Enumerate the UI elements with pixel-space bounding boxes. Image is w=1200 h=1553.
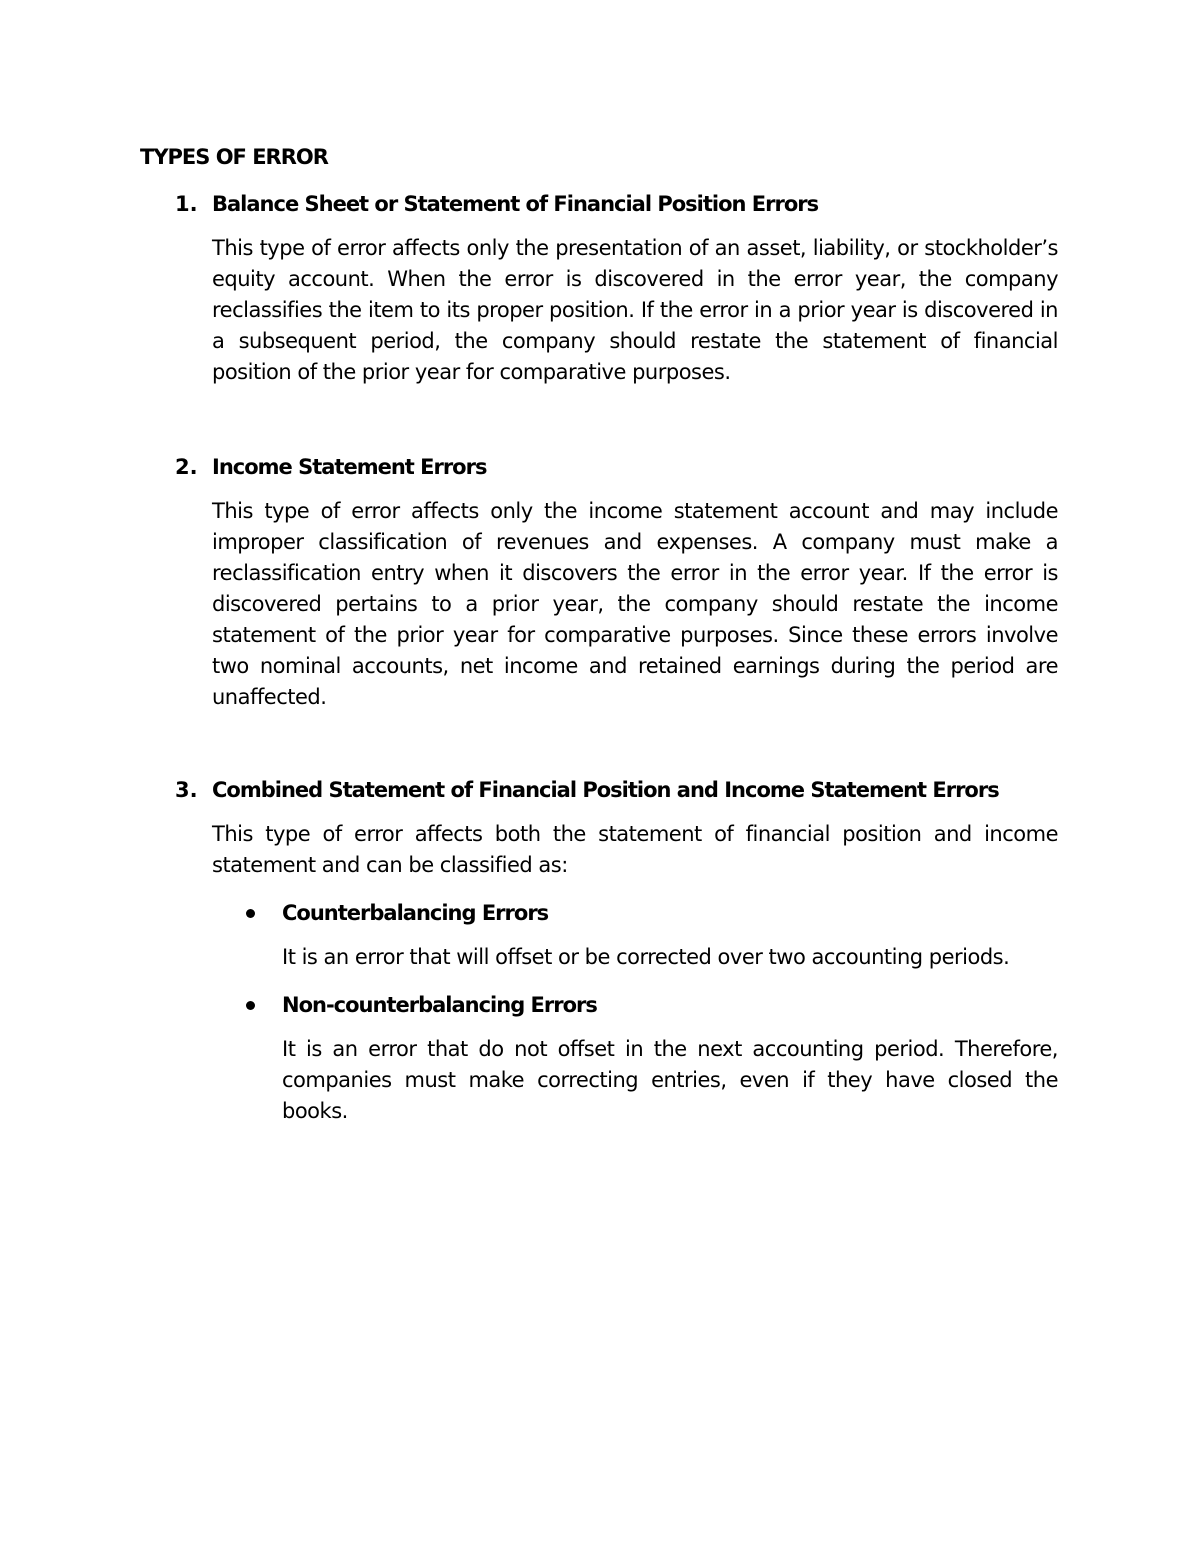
bullet-body: It is an error that will offset or be corrected over two accounting periods. [282, 945, 1010, 969]
bullet-title: Counterbalancing Errors [282, 901, 549, 925]
page-title: TYPES OF ERROR [140, 145, 328, 169]
bullet-body: It is an error that do not offset in the next accounting period. Therefore, companies must make correcting entries, even if they have closed the books. [282, 1037, 1058, 1123]
section-body: This type of error affects only the income statement account and may include improper classification of revenues and expenses. A company must make a reclassification entry when it discovers the error in the error year. If the error is discovered pertains to a prior year, the company should restate the income statement of the prior year for comparative purposes. Since these errors involve two nominal accounts, net income and retained earnings during the period are unaffected. [212, 499, 1058, 709]
section-title: Combined Statement of Financial Position and Income Statement Errors [212, 778, 999, 802]
section-number: 3. [175, 778, 198, 802]
section-body: This type of error affects only the presentation of an asset, liability, or stockholder’s equity account. When the error is discovered in the error year, the company reclassifies the item to its proper position. If the error in a prior year is discovered in a subsequent period, the company should restate the statement of financial position of the prior year for comparative purposes. [212, 236, 1058, 384]
bullet-title: Non-counterbalancing Errors [282, 993, 597, 1017]
section-title: Income Statement Errors [212, 455, 487, 479]
section-title: Balance Sheet or Statement of Financial Position Errors [212, 192, 819, 216]
bullet-icon [246, 909, 255, 918]
section-number: 1. [175, 192, 198, 216]
section-body: This type of error affects both the statement of financial position and income statement and can be classified as: [212, 822, 1058, 877]
section-number: 2. [175, 455, 198, 479]
bullet-icon [246, 1001, 255, 1010]
